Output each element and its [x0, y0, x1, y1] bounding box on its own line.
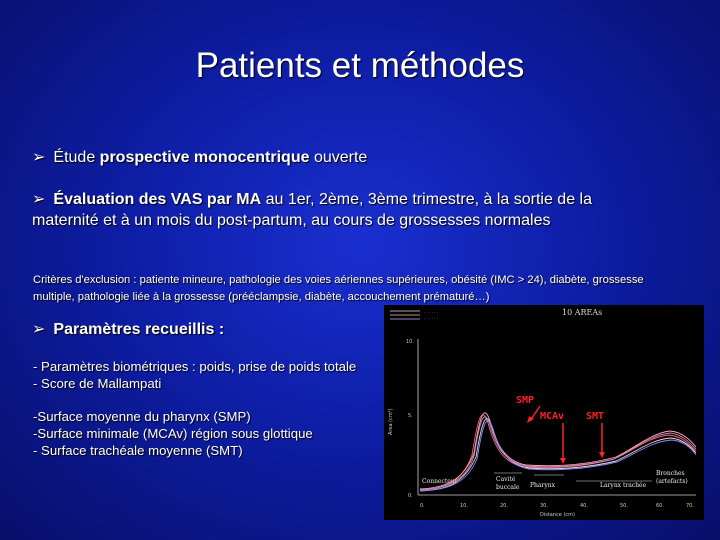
arrow-bullet-icon: ➢: [32, 149, 46, 166]
bullet-study-type: [32, 147, 367, 168]
x-tick: 50.: [620, 503, 628, 509]
x-tick: 70.: [686, 503, 694, 509]
x-tick: 40.: [580, 503, 588, 509]
x-tick: 30.: [540, 503, 548, 509]
svg-text:· · · · · ·: · · · · · ·: [424, 310, 438, 315]
y-tick: 5.: [408, 413, 413, 419]
bullet-evaluation-text: au 1er, 2ème, 3ème trimestre, à la sortie de la maternité et à un mois du post-partum, au cours de grossesses normales: [32, 191, 592, 229]
parameters-list-2: [33, 408, 313, 459]
parameters-list-1: [33, 358, 356, 392]
slide-title: Patients et méthodes: [195, 46, 525, 85]
region-bronchi: Bronches: [656, 470, 685, 477]
annotation-smp: SMP: [516, 395, 535, 406]
param-mcav: -Surface minimale (MCAv) région sous glottique: [33, 426, 313, 441]
exclusion-criteria: Critères d'exclusion : patiente mineure, pathologie des voies aériennes supérieures, obésité (IMC > 24), diabète, grossesse multiple, pathologie liée à la grossesse (prééclampsie, diabète, accouchement prématuré…): [33, 274, 644, 303]
bullet-parameters: [32, 319, 224, 340]
y-tick: 0.: [408, 493, 413, 499]
bullet-study-post: ouverte: [309, 149, 368, 166]
bullet-evaluation-bold: Évaluation des VAS par MA: [53, 191, 262, 208]
param-mallampati: - Score de Mallampati: [33, 376, 162, 391]
annotation-mcav: MCAv: [540, 411, 565, 422]
param-smp: -Surface moyenne du pharynx (SMP): [33, 409, 251, 424]
region-oral-2: buccale: [496, 484, 520, 491]
x-tick: 0.: [420, 503, 425, 509]
annotation-smt: SMT: [586, 411, 605, 422]
region-bronchi-2: (artefacts): [656, 478, 688, 485]
arrow-bullet-icon: ➢: [32, 321, 46, 338]
x-tick: 20.: [500, 503, 508, 509]
y-tick: 10.: [406, 339, 414, 345]
bullet-study-pre: Étude: [53, 149, 100, 166]
x-tick: 60.: [656, 503, 664, 509]
acoustic-reflection-plot: [384, 305, 704, 520]
x-tick: 10.: [460, 503, 468, 509]
region-pharynx: Pharynx: [530, 482, 555, 489]
bullet-study-bold: prospective monocentrique: [99, 149, 310, 166]
y-axis-label: Area (cm²): [388, 408, 394, 435]
arrow-bullet-icon: ➢: [32, 191, 46, 208]
bullet-parameters-bold: Paramètres recueillis :: [53, 321, 225, 338]
svg-text:· · · · · ·: · · · · · ·: [424, 316, 438, 321]
region-larynx: Larynx trachée: [600, 482, 647, 489]
region-mouth: Connecteur: [422, 478, 458, 485]
region-oral: Cavité: [496, 476, 516, 483]
x-axis-label: Distance (cm): [540, 512, 575, 518]
param-smt: - Surface trachéale moyenne (SMT): [33, 443, 243, 458]
param-biometric: - Paramètres biométriques : poids, prise de poids totale: [33, 359, 357, 374]
plot-svg: [384, 305, 704, 520]
plot-header: 10 AREAs: [562, 308, 603, 317]
bullet-evaluation: [32, 189, 632, 231]
